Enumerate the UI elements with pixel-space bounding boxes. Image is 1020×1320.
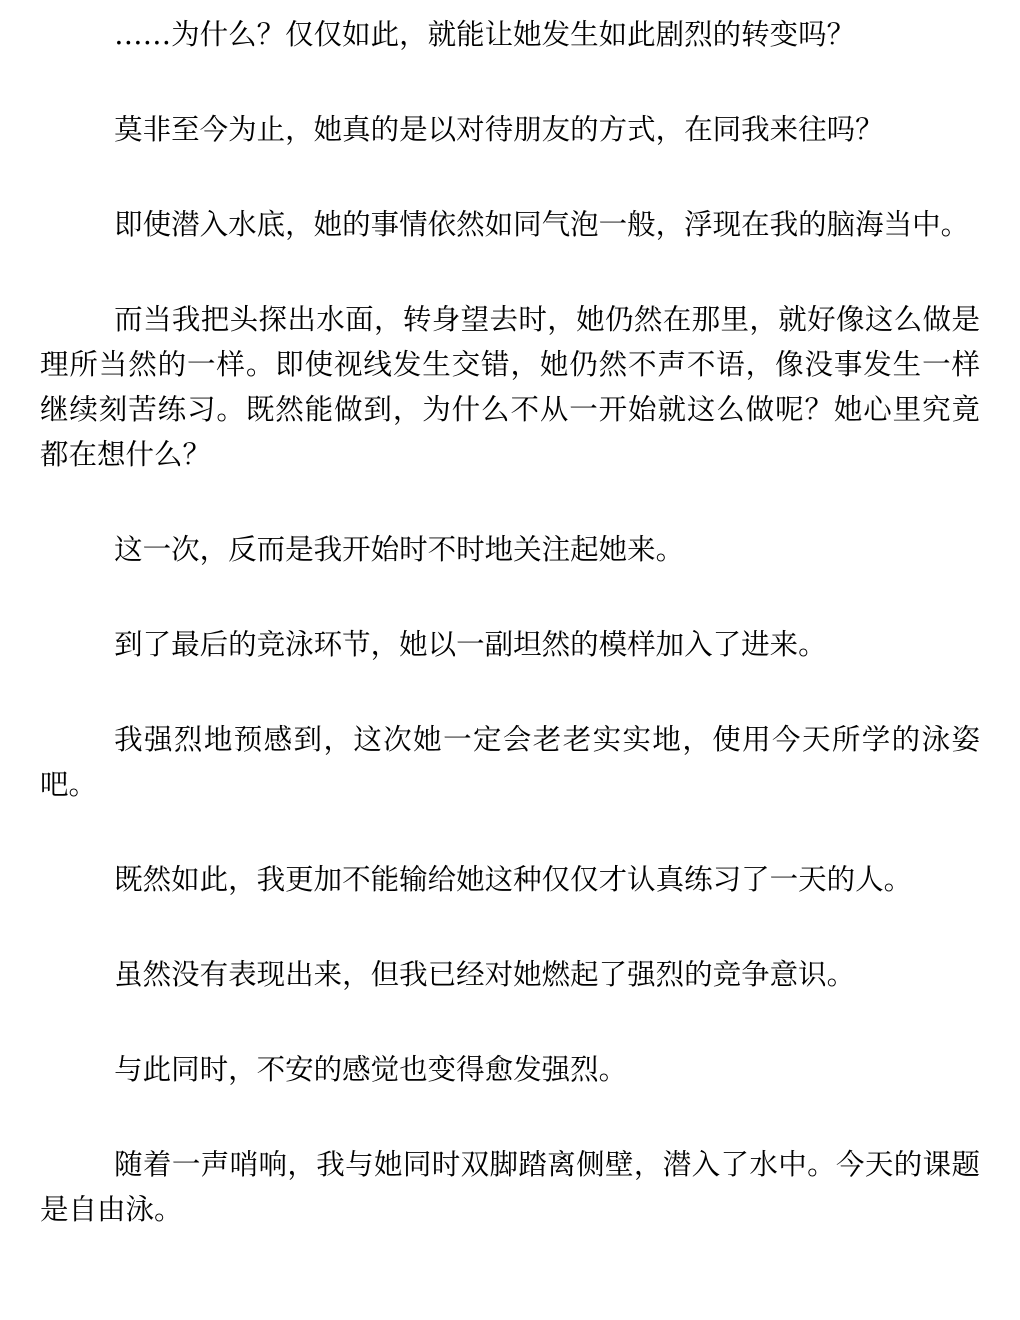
paragraph-7: 我强烈地预感到，这次她一定会老老实实地，使用今天所学的泳姿吧。 [40,723,980,801]
paragraph-2: 莫非至今为止，她真的是以对待朋友的方式，在同我来往吗？ [114,113,884,146]
paragraph-4: 而当我把头探出水面，转身望去时，她仍然在那里，就好像这么做是理所当然的一样。即使视线发生交错，她仍然不声不语，像没事发生一样继续刻苦练习。既然能做到，为什么不从一开始就这么做呢？她心里究竟都在想什么？ [40,303,980,471]
paragraph-3: 即使潜入水底，她的事情依然如同气泡一般，浮现在我的脑海当中。 [114,208,970,241]
paragraph-6: 到了最后的竞泳环节，她以一副坦然的模样加入了进来。 [114,628,827,661]
paragraph-11: 随着一声哨响，我与她同时双脚踏离侧壁，潜入了水中。今天的课题是自由泳。 [40,1148,980,1226]
paragraph-9: 虽然没有表现出来，但我已经对她燃起了强烈的竞争意识。 [114,958,856,991]
paragraph-10: 与此同时，不安的感觉也变得愈发强烈。 [114,1053,628,1086]
paragraph-1: ……为什么？仅仅如此，就能让她发生如此剧烈的转变吗？ [114,18,856,51]
paragraph-5: 这一次，反而是我开始时不时地关注起她来。 [114,533,685,566]
paragraph-8: 既然如此，我更加不能输给她这种仅仅才认真练习了一天的人。 [114,863,913,896]
document-page [40,12,980,1282]
